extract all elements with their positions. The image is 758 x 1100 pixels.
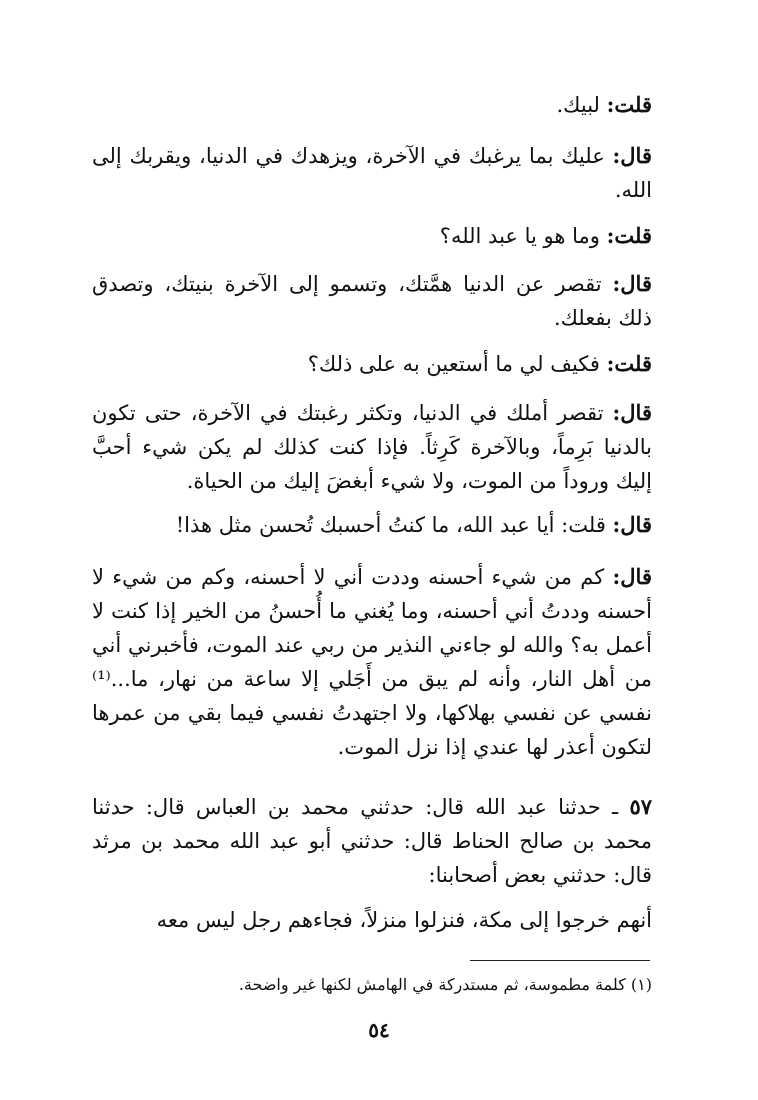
speaker-label: قلت: — [606, 351, 652, 376]
speaker-label: قال: — [612, 400, 652, 425]
footnote-marker: (١) — [630, 975, 652, 994]
footnote-text: كلمة مطموسة، ثم مستدركة في الهامش لكنها غير واضحة. — [238, 975, 626, 994]
footnote — [92, 972, 652, 998]
paragraph-5 — [92, 347, 652, 381]
speaker-label: قلت: — [606, 223, 652, 248]
paragraph-text: قلت: أيا عبد الله، ما كنتُ أحسبك تُحسن مثل هذا! — [175, 513, 606, 537]
footnote-divider — [470, 960, 650, 961]
hadith-number: ٥٧ — [629, 794, 652, 819]
paragraph-8 — [92, 560, 652, 764]
paragraph-text: فكيف لي ما أستعين به على ذلك؟ — [307, 352, 600, 376]
paragraph-text: أنهم خرجوا إلى مكة، فنزلوا منزلاً، فجاءهم رجل ليس معه — [156, 908, 652, 932]
paragraph-text: وما هو يا عبد الله؟ — [439, 224, 600, 248]
paragraph-text: تقصر أملك في الدنيا، وتكثر رغبتك في الآخرة، حتى تكون بالدنيا بَرِماً، وبالآخرة كَرِثاً. فإذا كنت كذلك لم يكن شيء أحبَّ إليك وروداً من الموت، ولا شيء أبغضَ إليك من الحياة. — [92, 401, 652, 493]
speaker-label: قلت: — [606, 92, 652, 117]
paragraph-7 — [92, 508, 652, 542]
paragraph-1 — [92, 88, 652, 122]
paragraph-text: ـ حدثنا عبد الله قال: حدثني محمد بن العباس قال: حدثنا محمد بن صالح الحناط قال: حدثني أبو عبد الله محمد بن مرثد قال: حدثني بعض أصحابنا: — [92, 795, 652, 887]
speaker-label: قال: — [612, 564, 652, 589]
paragraph-text: تقصر عن الدنيا همَّتك، وتسمو إلى الآخرة بنيتك، وتصدق ذلك بفعلك. — [92, 272, 652, 330]
page-number: ٥٤ — [368, 1018, 390, 1042]
paragraph-2 — [92, 139, 652, 207]
paragraph-text: لبيك. — [556, 93, 600, 117]
speaker-label: قال: — [612, 512, 652, 537]
paragraph-3 — [92, 219, 652, 253]
speaker-label: قال: — [612, 271, 652, 296]
paragraph-text: عليك بما يرغبك في الآخرة، ويزهدك في الدنيا، ويقربك إلى الله. — [92, 144, 652, 202]
paragraph-4 — [92, 267, 652, 335]
hadith-57 — [92, 790, 652, 892]
paragraph-text: كم من شيء أحسنه وددت أني لا أحسنه، وكم من شيء لا أحسنه وددتُ أني أحسنه، وما يُغني ما أُحسنُ من الخير إذا كنت لا أعمل به؟ والله لو جاءني النذير من ربي عند الموت، فأخبرني أني من أهل النار، وأنه لم يبق من أَجَلي إلا ساعة من نهار، ما...⁽¹⁾ نفسي عن نفسي بهلاكها، ولا اجتهدتُ نفسي فيما بقي من عمرها لتكون أعذر لها عندي إذا نزل الموت. — [92, 565, 652, 759]
speaker-label: قال: — [612, 143, 652, 168]
paragraph-10 — [92, 903, 652, 937]
paragraph-6 — [92, 396, 652, 498]
